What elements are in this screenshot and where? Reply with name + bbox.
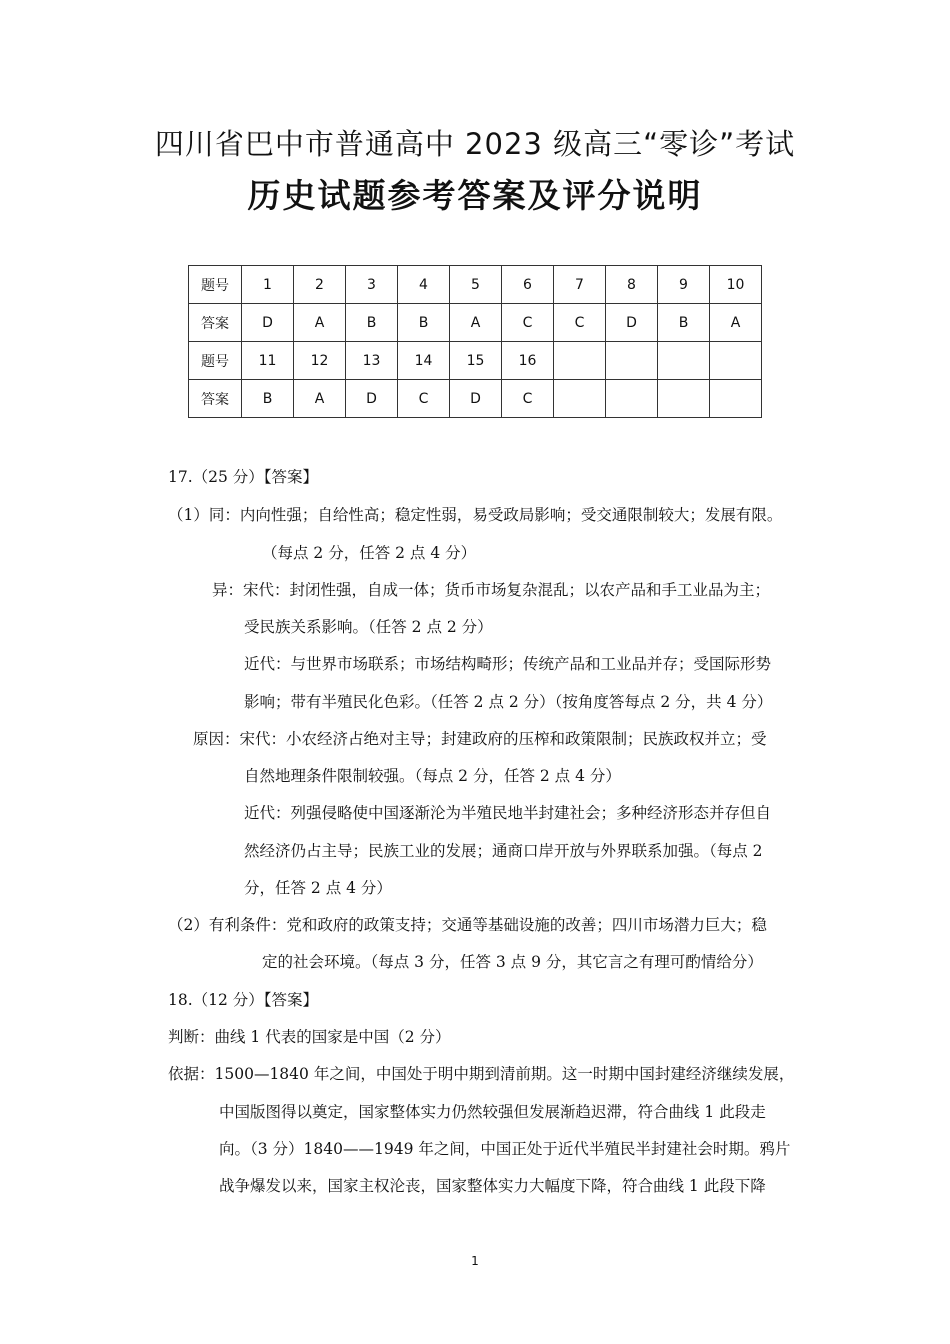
answer-line: 判断：曲线 1 代表的国家是中国（2 分） — [168, 1028, 451, 1046]
page-number: 1 — [471, 1254, 479, 1268]
table-cell: 3 — [346, 266, 398, 304]
document-subtitle: 历史试题参考答案及评分说明 — [247, 176, 703, 215]
answer-line: 向。（3 分）1840——1949 年之间，中国正处于近代半殖民半封建社会时期。鸦片 — [219, 1140, 791, 1158]
table-cell — [554, 380, 606, 418]
table-cell: 答案 — [189, 304, 242, 342]
table-cell: 13 — [346, 342, 398, 380]
table-cell — [606, 380, 658, 418]
table-cell: 12 — [294, 342, 346, 380]
table-cell: 7 — [554, 266, 606, 304]
answer-line: 定的社会环境。（每点 3 分，任答 3 点 9 分，其它言之有理可酌情给分） — [262, 953, 763, 971]
question-17-heading: 17.（25 分）【答案】 — [168, 468, 319, 486]
table-cell: 15 — [450, 342, 502, 380]
answer-line: 异：宋代：封闭性强，自成一体；货币市场复杂混乱；以农产品和手工业品为主； — [212, 581, 771, 599]
table-row — [189, 266, 762, 304]
table-cell — [658, 380, 710, 418]
table-cell: 题号 — [189, 342, 242, 380]
table-cell — [554, 342, 606, 380]
table-cell: B — [658, 304, 710, 342]
table-cell: B — [346, 304, 398, 342]
answer-line: （1）同：内向性强；自给性高；稳定性弱，易受政局影响；受交通限制较大；发展有限。 — [168, 506, 783, 524]
document-title: 四川省巴中市普通高中 2023 级高三“零诊”考试 — [154, 127, 796, 161]
table-cell: 6 — [502, 266, 554, 304]
table-cell: B — [242, 380, 294, 418]
answer-line: 分，任答 2 点 4 分） — [244, 879, 392, 897]
table-cell: C — [554, 304, 606, 342]
table-cell — [658, 342, 710, 380]
table-cell: C — [502, 304, 554, 342]
table-cell: D — [346, 380, 398, 418]
answer-line: 自然地理条件限制较强。（每点 2 分，任答 2 点 4 分） — [244, 767, 621, 785]
answer-line: 战争爆发以来，国家主权沦丧，国家整体实力大幅度下降，符合曲线 1 此段下降 — [219, 1177, 766, 1195]
table-cell: 14 — [398, 342, 450, 380]
answer-line: 近代：列强侵略使中国逐渐沦为半殖民地半封建社会；多种经济形态并存但自 — [244, 804, 772, 822]
answer-line: （2）有利条件：党和政府的政策支持；交通等基础设施的改善；四川市场潜力巨大；稳 — [168, 916, 767, 934]
table-cell: A — [450, 304, 502, 342]
table-row — [189, 342, 762, 380]
answer-line: 中国版图得以奠定，国家整体实力仍然较强但发展渐趋迟滞，符合曲线 1 此段走 — [219, 1103, 766, 1121]
table-cell: 2 — [294, 266, 346, 304]
table-cell: A — [710, 304, 762, 342]
answer-line: 受民族关系影响。（任答 2 点 2 分） — [244, 618, 493, 636]
table-cell: 8 — [606, 266, 658, 304]
table-cell: 5 — [450, 266, 502, 304]
answer-line: 依据：1500—1840 年之间，中国处于明中期到清前期。这一时期中国封建经济继续发展， — [168, 1065, 795, 1083]
table-cell: C — [398, 380, 450, 418]
table-row — [189, 380, 762, 418]
table-cell: B — [398, 304, 450, 342]
answer-line: 原因：宋代：小农经济占绝对主导；封建政府的压榨和政策限制；民族政权并立；受 — [193, 730, 767, 748]
table-cell: 1 — [242, 266, 294, 304]
table-cell: 题号 — [189, 266, 242, 304]
question-18-heading: 18.（12 分）【答案】 — [168, 991, 319, 1009]
table-cell: D — [242, 304, 294, 342]
table-cell — [710, 342, 762, 380]
answer-line: 影响；带有半殖民化色彩。（任答 2 点 2 分）（按角度答每点 2 分，共 4 分） — [244, 693, 773, 711]
table-cell: 答案 — [189, 380, 242, 418]
answer-line: （每点 2 分，任答 2 点 4 分） — [262, 544, 477, 562]
answer-line: 近代：与世界市场联系；市场结构畸形；传统产品和工业品并存；受国际形势 — [244, 655, 772, 673]
table-cell: A — [294, 380, 346, 418]
table-cell: 9 — [658, 266, 710, 304]
table-cell — [710, 380, 762, 418]
table-cell: 10 — [710, 266, 762, 304]
table-cell: D — [606, 304, 658, 342]
answer-table — [188, 265, 762, 418]
table-cell — [606, 342, 658, 380]
answer-line: 然经济仍占主导；民族工业的发展；通商口岸开放与外界联系加强。（每点 2 — [244, 842, 763, 860]
table-cell: C — [502, 380, 554, 418]
table-cell: 11 — [242, 342, 294, 380]
table-row — [189, 304, 762, 342]
table-cell: A — [294, 304, 346, 342]
table-cell: 4 — [398, 266, 450, 304]
table-cell: 16 — [502, 342, 554, 380]
table-cell: D — [450, 380, 502, 418]
